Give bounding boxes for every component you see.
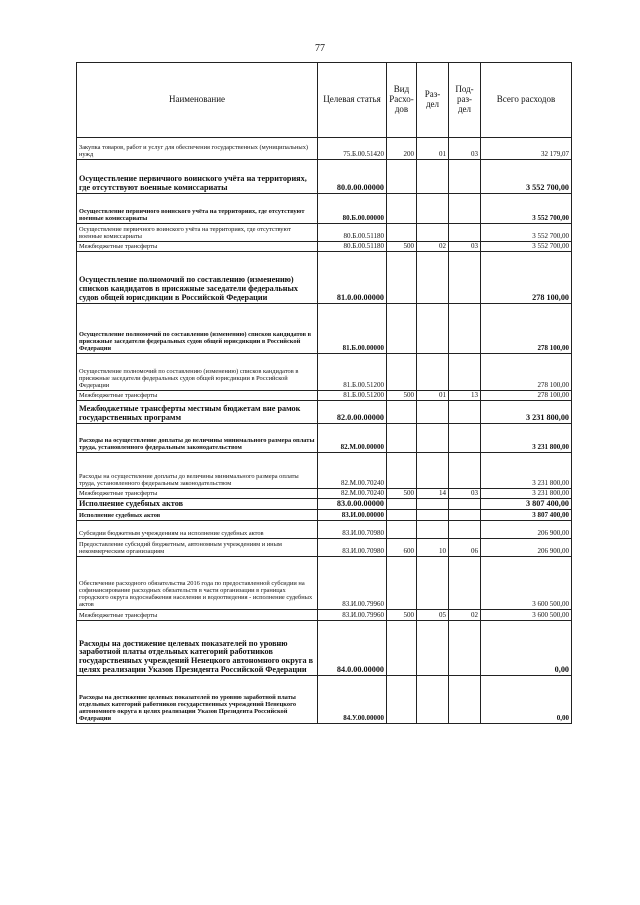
table-cell-total: 278 100,00 — [481, 304, 572, 354]
table-cell-subsection: 03 — [449, 138, 481, 160]
table-cell-section: 14 — [417, 489, 449, 499]
table-cell-section — [417, 194, 449, 224]
table-cell-name: Межбюджетные трансферты — [77, 610, 318, 621]
table-cell-subsection: 03 — [449, 242, 481, 252]
table-cell-expense-type — [387, 676, 417, 724]
table-cell-target-article: 84.0.00.00000 — [318, 621, 387, 676]
table-cell-expense-type — [387, 510, 417, 521]
table-cell-name: Расходы на осуществление доплаты до величины минимального размера оплаты труда, установленного федеральным законодательством — [77, 453, 318, 489]
table-cell-total: 3 231 800,00 — [481, 401, 572, 424]
table-cell-expense-type — [387, 354, 417, 391]
table-cell-section — [417, 354, 449, 391]
table-row — [77, 453, 572, 489]
table-row — [77, 510, 572, 521]
table-cell-expense-type: 500 — [387, 489, 417, 499]
table-cell-expense-type — [387, 621, 417, 676]
table-cell-total: 206 900,00 — [481, 539, 572, 557]
table-cell-subsection — [449, 252, 481, 304]
table-cell-total: 3 552 700,00 — [481, 194, 572, 224]
table-cell-expense-type: 500 — [387, 610, 417, 621]
table-cell-target-article: 81.Б.00.00000 — [318, 304, 387, 354]
table-row — [77, 499, 572, 510]
table-cell-target-article: 83.И.00.00000 — [318, 510, 387, 521]
header-expense-type: Вид Расхо-дов — [387, 63, 417, 138]
table-row — [77, 521, 572, 539]
table-row — [77, 304, 572, 354]
table-cell-subsection — [449, 621, 481, 676]
table-row — [77, 354, 572, 391]
table-cell-name: Обеспечение расходного обязательства 2016 года по предоставленной субсидии на софинансирование расходных обязательств в части организации в границах городского округа водоснабжения населения и водоотведения - исполнение судебных актов — [77, 557, 318, 610]
table-cell-expense-type — [387, 252, 417, 304]
table-cell-total: 278 100,00 — [481, 391, 572, 401]
table-row — [77, 539, 572, 557]
table-cell-total: 3 552 700,00 — [481, 160, 572, 194]
table-cell-section — [417, 557, 449, 610]
table-cell-subsection: 06 — [449, 539, 481, 557]
table-cell-name: Осуществление полномочий по составлению (изменению) списков кандидатов в присяжные заседатели федеральных судов общей юрисдикции в Российской Федерации — [77, 354, 318, 391]
table-cell-section — [417, 401, 449, 424]
table-body — [77, 138, 572, 724]
table-cell-name: Межбюджетные трансферты местным бюджетам вне рамок государственных программ — [77, 401, 318, 424]
table-cell-total: 0,00 — [481, 621, 572, 676]
table-cell-subsection — [449, 354, 481, 391]
header-name: Наименование — [77, 63, 318, 138]
table-cell-section: 01 — [417, 138, 449, 160]
table-row — [77, 138, 572, 160]
table-cell-target-article: 80.Б.00.51180 — [318, 224, 387, 242]
table-row — [77, 252, 572, 304]
table-cell-subsection — [449, 304, 481, 354]
table-cell-target-article: 83.И.00.70980 — [318, 539, 387, 557]
table-cell-subsection — [449, 224, 481, 242]
table-cell-name: Субсидии бюджетным учреждениям на исполнение судебных актов — [77, 521, 318, 539]
table-row — [77, 676, 572, 724]
table-cell-target-article: 81.Б.00.51200 — [318, 391, 387, 401]
table-cell-subsection — [449, 499, 481, 510]
table-cell-expense-type — [387, 160, 417, 194]
table-cell-total: 3 600 500,00 — [481, 557, 572, 610]
table-cell-section — [417, 252, 449, 304]
table-cell-target-article: 80.0.00.00000 — [318, 160, 387, 194]
table-cell-section — [417, 621, 449, 676]
table-cell-target-article: 80.Б.00.00000 — [318, 194, 387, 224]
table-cell-expense-type: 200 — [387, 138, 417, 160]
table-cell-total: 3 231 800,00 — [481, 489, 572, 499]
table-cell-section: 05 — [417, 610, 449, 621]
table-cell-section — [417, 499, 449, 510]
table-cell-subsection — [449, 521, 481, 539]
table-cell-subsection — [449, 453, 481, 489]
table-row — [77, 610, 572, 621]
header-section: Раз-дел — [417, 63, 449, 138]
table-header-row — [77, 63, 572, 138]
table-row — [77, 621, 572, 676]
table-cell-expense-type — [387, 424, 417, 453]
table-cell-expense-type — [387, 521, 417, 539]
table-cell-total: 278 100,00 — [481, 354, 572, 391]
table-cell-target-article: 82.0.00.00000 — [318, 401, 387, 424]
table-cell-expense-type: 500 — [387, 242, 417, 252]
table-cell-subsection — [449, 194, 481, 224]
table-cell-target-article: 81.Б.00.51200 — [318, 354, 387, 391]
table-cell-name: Закупка товаров, работ и услуг для обеспечения государственных (муниципальных) нужд — [77, 138, 318, 160]
table-cell-subsection: 03 — [449, 489, 481, 499]
table-cell-name: Осуществление первичного воинского учёта на территориях, где отсутствуют военные комиссариаты — [77, 160, 318, 194]
table-cell-total: 278 100,00 — [481, 252, 572, 304]
table-cell-target-article: 83.И.00.79960 — [318, 610, 387, 621]
table-cell-expense-type — [387, 453, 417, 489]
page-number: 77 — [315, 43, 325, 54]
table-cell-subsection — [449, 510, 481, 521]
table-cell-subsection — [449, 557, 481, 610]
table-cell-total: 3 600 500,00 — [481, 610, 572, 621]
table-row — [77, 424, 572, 453]
table-cell-subsection — [449, 676, 481, 724]
table-cell-expense-type — [387, 401, 417, 424]
table-cell-expense-type: 600 — [387, 539, 417, 557]
table-cell-total: 0,00 — [481, 676, 572, 724]
table-cell-total: 32 179,07 — [481, 138, 572, 160]
table-cell-section: 10 — [417, 539, 449, 557]
table-cell-name: Исполнение судебных актов — [77, 499, 318, 510]
table-cell-section — [417, 453, 449, 489]
table-cell-target-article: 83.0.00.00000 — [318, 499, 387, 510]
table-cell-name: Межбюджетные трансферты — [77, 489, 318, 499]
table-cell-name: Осуществление первичного воинского учёта на территориях, где отсутствуют военные комиссариаты — [77, 194, 318, 224]
table-cell-target-article: 82.М.00.00000 — [318, 424, 387, 453]
table-cell-target-article: 84.У.00.00000 — [318, 676, 387, 724]
table-cell-expense-type: 500 — [387, 391, 417, 401]
table-cell-target-article: 83.И.00.70980 — [318, 521, 387, 539]
table-cell-section — [417, 224, 449, 242]
table-cell-name: Межбюджетные трансферты — [77, 242, 318, 252]
table-row — [77, 489, 572, 499]
header-target-article: Целевая статья — [318, 63, 387, 138]
table-row — [77, 160, 572, 194]
budget-table — [76, 62, 572, 724]
table-cell-total: 3 231 800,00 — [481, 424, 572, 453]
table-cell-section: 02 — [417, 242, 449, 252]
table-cell-section — [417, 676, 449, 724]
table-cell-expense-type — [387, 557, 417, 610]
table-cell-target-article: 82.М.00.70240 — [318, 489, 387, 499]
table-cell-section — [417, 424, 449, 453]
table-cell-target-article: 75.Б.00.51420 — [318, 138, 387, 160]
table-cell-target-article: 81.0.00.00000 — [318, 252, 387, 304]
table-cell-name: Предоставление субсидий бюджетным, автономным учреждениям и иным некоммерческим организациям — [77, 539, 318, 557]
table-cell-subsection — [449, 160, 481, 194]
table-cell-target-article: 80.Б.00.51180 — [318, 242, 387, 252]
table-cell-section — [417, 510, 449, 521]
table-cell-expense-type — [387, 499, 417, 510]
table-cell-expense-type — [387, 304, 417, 354]
table-cell-section — [417, 160, 449, 194]
table-row — [77, 224, 572, 242]
table-cell-total: 3 807 400,00 — [481, 510, 572, 521]
table-cell-name: Расходы на достижение целевых показателей по уровню заработной платы отдельных категорий работников государственных учреждений Ненецкого автономного округа в целях реализации Указов Президента Российской Федерации — [77, 676, 318, 724]
table-row — [77, 242, 572, 252]
table-cell-target-article: 83.И.00.79960 — [318, 557, 387, 610]
table-cell-name: Межбюджетные трансферты — [77, 391, 318, 401]
table-cell-expense-type — [387, 224, 417, 242]
table-cell-name: Осуществление первичного воинского учёта на территориях, где отсутствуют военные комиссариаты — [77, 224, 318, 242]
header-total: Всего расходов — [481, 63, 572, 138]
table-cell-total: 3 807 400,00 — [481, 499, 572, 510]
table-row — [77, 391, 572, 401]
table-cell-expense-type — [387, 194, 417, 224]
table-row — [77, 557, 572, 610]
table-cell-name: Расходы на осуществление доплаты до величины минимального размера оплаты труда, установленного федеральным законодательством — [77, 424, 318, 453]
table-cell-section — [417, 304, 449, 354]
table-cell-section — [417, 521, 449, 539]
table-cell-name: Расходы на достижение целевых показателей по уровню заработной платы отдельных категорий работников государственных учреждений Ненецкого автономного округа в целях реализации Указов Президента Российской Федерации — [77, 621, 318, 676]
table-cell-name: Исполнение судебных актов — [77, 510, 318, 521]
table-cell-total: 3 552 700,00 — [481, 242, 572, 252]
header-subsection: Под-раз-дел — [449, 63, 481, 138]
table-cell-subsection — [449, 401, 481, 424]
table-cell-section: 01 — [417, 391, 449, 401]
table-cell-subsection: 02 — [449, 610, 481, 621]
table-row — [77, 401, 572, 424]
table-cell-total: 206 900,00 — [481, 521, 572, 539]
table-cell-total: 3 552 700,00 — [481, 224, 572, 242]
table-cell-subsection: 13 — [449, 391, 481, 401]
table-cell-target-article: 82.М.00.70240 — [318, 453, 387, 489]
table-row — [77, 194, 572, 224]
table-cell-subsection — [449, 424, 481, 453]
table-cell-name: Осуществление полномочий по составлению (изменению) списков кандидатов в присяжные заседатели федеральных судов общей юрисдикции в Российской Федерации — [77, 304, 318, 354]
table-cell-total: 3 231 800,00 — [481, 453, 572, 489]
table-cell-name: Осуществление полномочий по составлению (изменению) списков кандидатов в присяжные заседатели федеральных судов общей юрисдикции в Российской Федерации — [77, 252, 318, 304]
